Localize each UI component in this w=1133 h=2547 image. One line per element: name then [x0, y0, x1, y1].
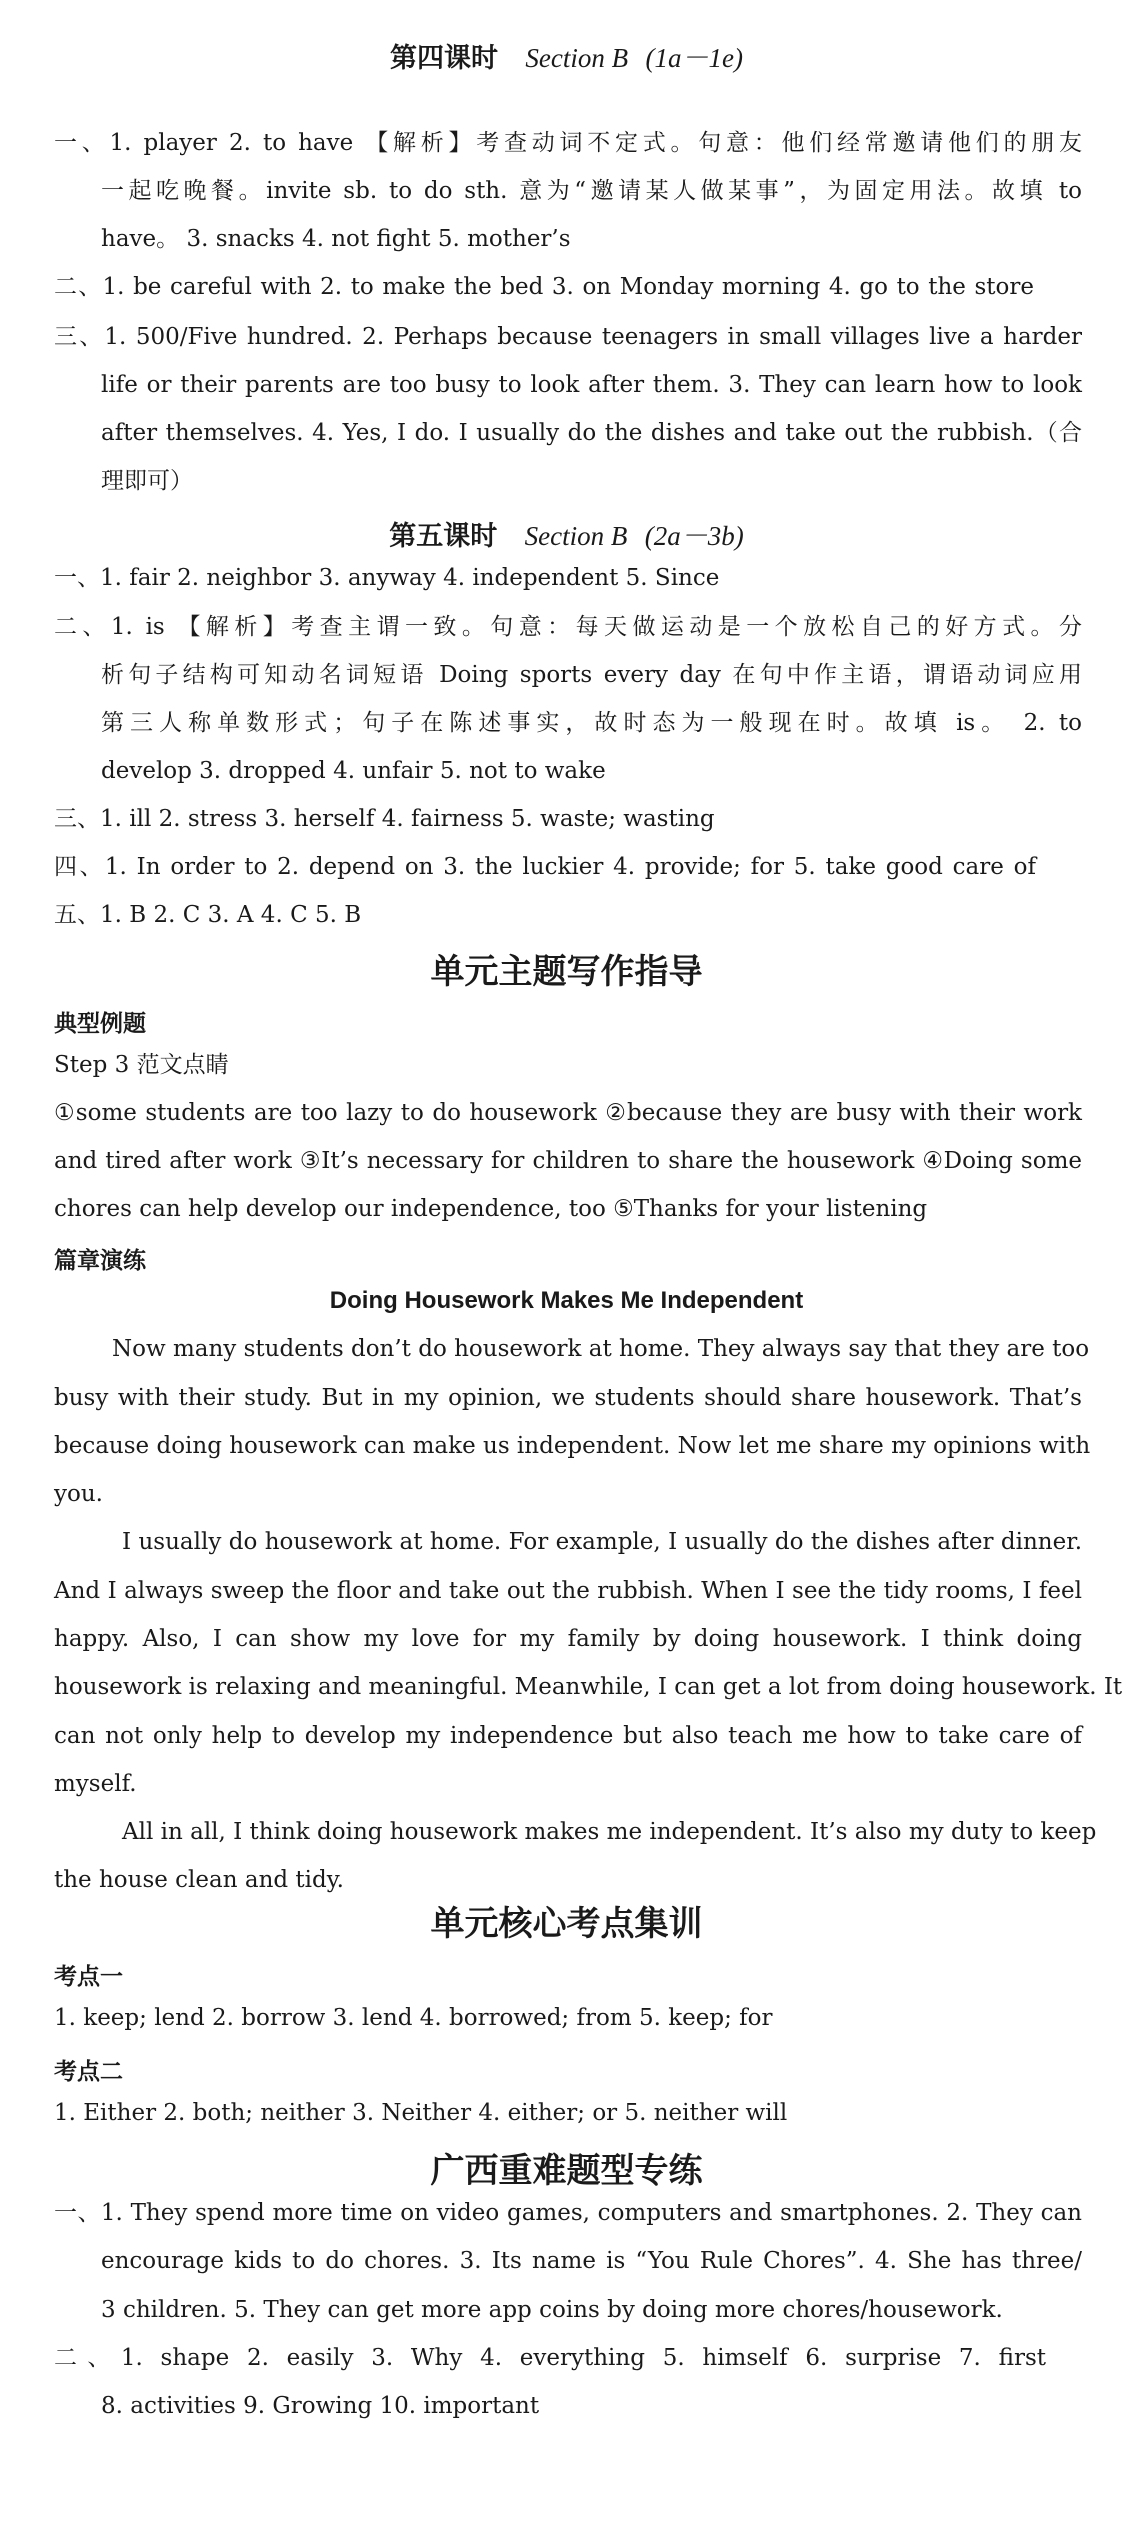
lesson5-line-3: 析句子结构可知动名词短语 Doing sports every day 在句中作主语，谓语动词应用 [101, 662, 1082, 688]
essay-line-9: can not only help to develop my independence but also teach me how to take care of [54, 1723, 1082, 1749]
lesson4-title-range: (1a－1e) [645, 43, 743, 73]
lesson5-title [0, 514, 1133, 553]
guangxi-practice-title: 广西重难题型专练 [430, 2151, 703, 2191]
point-one-heading: 考点一 [54, 1964, 123, 1990]
essay-line-3: because doing housework can make us independent. Now let me share my opinions with [54, 1433, 1091, 1459]
lesson5-line-2: 二、1. is 【解析】考查主谓一致。句意：每天做运动是一个放松自己的好方式。分 [54, 614, 1082, 640]
essay-line-4: you. [54, 1481, 103, 1507]
lesson5-line-6: 三、1. ill 2. stress 3. herself 4. fairness 5. waste; wasting [54, 806, 715, 832]
writing-guide-title: 单元主题写作指导 [430, 952, 703, 992]
lesson4-line-1: 一、1. player 2. to have 【解析】考查动词不定式。句意：他们经常邀请他们的朋友 [54, 130, 1082, 156]
lesson4-title-cn: 第四课时 [390, 43, 498, 74]
example-heading: 典型例题 [54, 1011, 146, 1037]
essay-line-10: myself. [54, 1771, 137, 1797]
essay-line-6: And I always sweep the floor and take out the rubbish. When I see the tidy rooms, I feel [54, 1578, 1082, 1604]
lesson4-line-5: 三、1. 500/Five hundred. 2. Perhaps because teenagers in small villages live a harder [54, 324, 1082, 350]
essay-title: Doing Housework Makes Me Independent [329, 1287, 804, 1314]
lesson5-line-4: 第三人称单数形式；句子在陈述事实，故时态为一般现在时。故填 is。 2. to [101, 710, 1082, 736]
lesson4-line-4: 二、1. be careful with 2. to make the bed 3. on Monday morning 4. go to the store [54, 274, 1034, 300]
lesson5-title-en: Section B [524, 521, 628, 551]
step-label: Step 3 范文点睛 [54, 1052, 229, 1078]
point-one-answers: 1. keep; lend 2. borrow 3. lend 4. borrowed; from 5. keep; for [54, 2005, 773, 2031]
point-two-answers: 1. Either 2. both; neither 3. Neither 4. either; or 5. neither will [54, 2100, 788, 2126]
essay-line-5: I usually do housework at home. For example, I usually do the dishes after dinner. [122, 1529, 1082, 1555]
lesson4-line-8: 理即可） [101, 468, 193, 494]
lesson4-line-7: after themselves. 4. Yes, I do. I usually do the dishes and take out the rubbish.（合 [101, 420, 1082, 446]
lesson4-title [0, 36, 1133, 75]
lesson5-line-7: 四、1. In order to 2. depend on 3. the luckier 4. provide; for 5. take good care of [54, 854, 1036, 880]
guangxi-line-4: 二、1. shape 2. easily 3. Why 4. everything 5. himself 6. surprise 7. first [54, 2345, 1046, 2371]
essay-line-11: All in all, I think doing housework makes me independent. It’s also my duty to keep [122, 1819, 1097, 1845]
lesson4-line-3: have。 3. snacks 4. not fight 5. mother’s [101, 226, 571, 252]
essay-line-8: housework is relaxing and meaningful. Meanwhile, I can get a lot from doing housework. It [54, 1674, 1123, 1700]
model-line-3: chores can help develop our independence, too ⑤Thanks for your listening [54, 1196, 928, 1222]
lesson4-line-2: 一起吃晚餐。invite sb. to do sth. 意为“邀请某人做某事”，为固定用法。故填 to [101, 178, 1082, 204]
essay-line-2: busy with their study. But in my opinion, we students should share housework. That’s [54, 1385, 1082, 1411]
guangxi-line-2: encourage kids to do chores. 3. Its name is “You Rule Chores”. 4. She has three/ [101, 2248, 1082, 2274]
essay-line-12: the house clean and tidy. [54, 1867, 344, 1893]
lesson5-line-5: develop 3. dropped 4. unfair 5. not to wake [101, 758, 606, 784]
model-line-1: ①some students are too lazy to do housework ②because they are busy with their work [54, 1100, 1082, 1126]
essay-line-1: Now many students don’t do housework at home. They always say that they are too [112, 1336, 1090, 1362]
lesson5-line-1: 一、1. fair 2. neighbor 3. anyway 4. independent 5. Since [54, 565, 720, 591]
lesson4-line-6: life or their parents are too busy to look after them. 3. They can learn how to look [101, 372, 1082, 398]
core-points-title: 单元核心考点集训 [430, 1904, 703, 1944]
point-two-heading: 考点二 [54, 2059, 123, 2085]
lesson5-line-8: 五、1. B 2. C 3. A 4. C 5. B [54, 902, 362, 928]
lesson4-title-en: Section B [525, 43, 629, 73]
lesson5-title-range: (2a－3b) [644, 521, 744, 551]
essay-line-7: happy. Also, I can show my love for my family by doing housework. I think doing [54, 1626, 1082, 1652]
lesson5-title-cn: 第五课时 [389, 521, 498, 552]
practice-heading: 篇章演练 [54, 1248, 146, 1274]
model-line-2: and tired after work ③It’s necessary for children to share the housework ④Doing some [54, 1148, 1082, 1174]
guangxi-line-3: 3 children. 5. They can get more app coins by doing more chores/housework. [101, 2297, 1003, 2323]
guangxi-line-5: 8. activities 9. Growing 10. important [101, 2393, 540, 2419]
guangxi-line-1: 一、1. They spend more time on video games, computers and smartphones. 2. They can [54, 2200, 1082, 2226]
